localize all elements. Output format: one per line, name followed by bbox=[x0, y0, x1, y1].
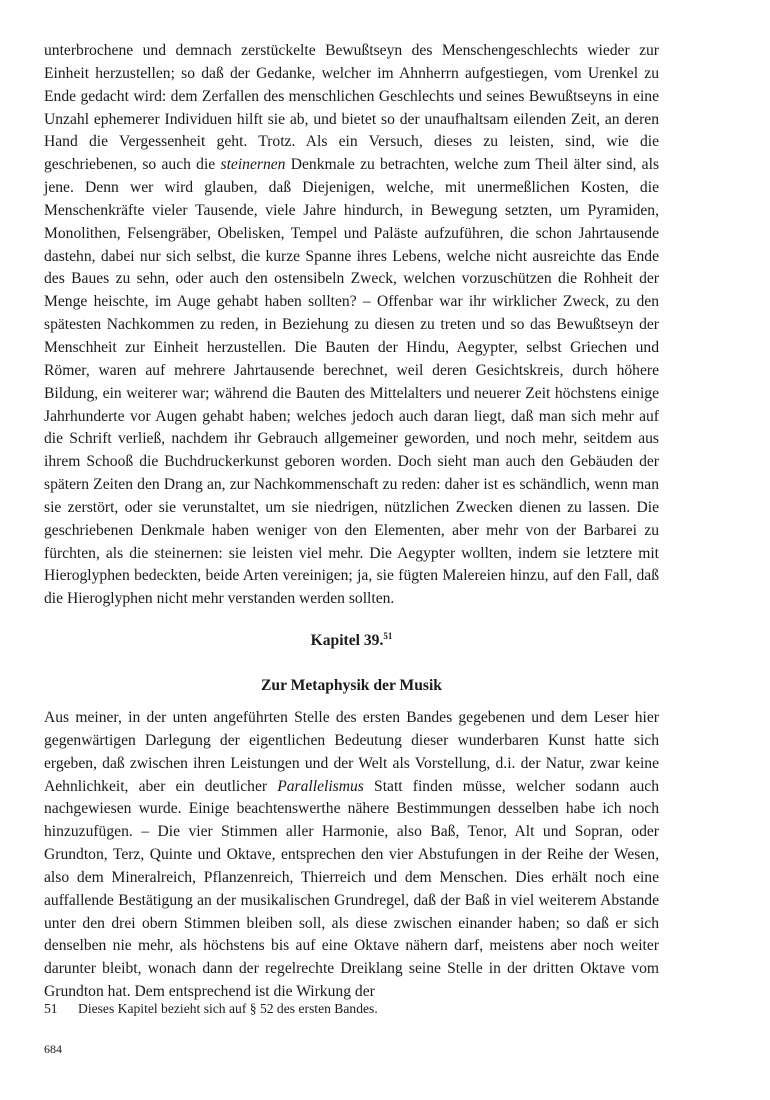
emphasized-word: Parallelismus bbox=[277, 777, 364, 795]
chapter-subtitle: Zur Metaphysik der Musik bbox=[261, 677, 442, 694]
body-paragraph-2 bbox=[44, 707, 659, 1004]
paragraph-text bbox=[44, 40, 659, 611]
emphasized-word: steinernen bbox=[220, 156, 286, 174]
paragraph-text bbox=[44, 707, 659, 1004]
footnote-number: 51 bbox=[44, 1001, 58, 1016]
footnote-text: Dieses Kapitel bezieht sich auf § 52 des ersten Bandes. bbox=[78, 1001, 378, 1016]
footnote-reference[interactable]: 51 bbox=[383, 631, 393, 641]
body-paragraph-1 bbox=[44, 40, 659, 611]
chapter-heading bbox=[44, 630, 659, 652]
paragraph-text-part-a: unterbrochene und demnach zerstückelte Bewußtseyn des Menschengeschlechts wieder zur Einheit herzustellen; so daß der Gedanke, welcher im Ahnherrn aufgestiegen, vom Urenkel zu Ende gedacht wird: dem Zerfallen des menschlichen Geschlechts und seines Bewußtseyns in eine Unzahl ephemerer Individuen hilft sie ab, und bietet so der unaufhaltsam eilenden Zeit, an deren Hand die Vergessenheit geht. Trotz. Als ein Versuch, dieses zu leisten, sind, wie die geschriebenen, so auch die bbox=[44, 42, 659, 174]
paragraph-text-part-b: Statt finden müsse, welcher sodann auch nachgewiesen wurde. Einige beachtenswerthe nähere Bestimmungen desselben habe ich noch hinzuzufügen. – Die vier Stimmen aller Harmonie, also Baß, Tenor, Alt und Sopran, oder Grundton, Terz, Quinte und Oktave, entsprechen den vier Abstufungen in der Reihe der Wesen, also dem Mineralreich, Pflanzenreich, Thierreich und dem Menschen. Dies erhält noch eine auffallende Bestätigung an der musikalischen Grundregel, daß der Baß in viel weiterem Abstande unter den drei obern Stimmen bleiben soll, als diese zwischen einander haben; so daß er sich denselben nie mehr, als höchstens bis auf eine Oktave nähern darf, meistens aber noch weiter darunter bleibt, wonach dann der regelrechte Dreiklang seine Stelle in der dritten Oktave vom Grundton hat. Dem entsprechend ist die Wirkung der bbox=[44, 777, 659, 1001]
page-number: 684 bbox=[44, 1042, 62, 1056]
paragraph-text-part-a: Aus meiner, in der unten angeführten Stelle des ersten Bandes gegebenen und dem Leser hier gegenwärtigen Darlegung der eigentlichen Bedeutung dieser wunderbaren Kunst hatte sich ergeben, daß zwischen ihren Leistungen und der Welt als Vorstellung, d.i. der Natur, zwar keine Aehnlichkeit, aber ein deutlicher bbox=[44, 709, 659, 795]
footnote bbox=[44, 1000, 659, 1018]
paragraph-text-part-b: Denkmale zu betrachten, welche zum Theil älter sind, als jene. Denn wer wird glauben, daß Diejenigen, welche, mit unermeßlichen Kosten, die Menschenkräfte vieler Tausende, viele Jahre hindurch, in Bewegung setzten, um Pyramiden, Monolithen, Felsengräber, Obelisken, Tempel und Paläste aufzuführen, die schon Jahrtausende dastehn, dabei nur sich selbst, die kurze Spanne ihres Lebens, welche nicht ausreichte das Ende des Baues zu sehn, oder auch den ostensibeln Zweck, welchen vorzuschützen die Rohheit der Menge heischte, im Auge gehabt haben sollten? – Offenbar war ihr wirklicher Zweck, zu den spätesten Nachkommen zu reden, in Beziehung zu diesen zu treten und so das Bewußtseyn der Menschheit zur Einheit herzustellen. Die Bauten der Hindu, Aegypter, selbst Griechen und Römer, waren auf mehrere Jahrtausende berechnet, weil deren Gesichtskreis, durch höhere Bildung, ein weiterer war; während die Bauten des Mittelalters und neuerer Zeit höchstens einige Jahrhunderte vor Augen gehabt haben; welches jedoch auch daran liegt, daß man sich mehr auf die Schrift verließ, nachdem ihr Gebrauch allgemeiner geworden, und noch mehr, seitdem aus ihrem Schooß die Buchdruckerkunst geboren worden. Doch sieht man auch den Gebäuden der spätern Zeiten den Drang an, zur Nachkommenschaft zu reden: daher ist es schändlich, wenn man sie zerstört, oder sie verunstaltet, um sie niedrigen, nützlichen Zwecken dienen zu lassen. Die geschriebenen Denkmale haben weniger von den Elementen, aber mehr von der Barbarei zu fürchten, als die steinernen: sie leisten viel mehr. Die Aegypter wollten, indem sie letztere mit Hieroglyphen bedeckten, beide Arten vereinigen; ja, sie fügten Malereien hinzu, auf den Fall, daß die Hieroglyphen nicht mehr verstanden werden sollten. bbox=[44, 156, 660, 608]
chapter-title: Kapitel 39. bbox=[310, 632, 384, 649]
